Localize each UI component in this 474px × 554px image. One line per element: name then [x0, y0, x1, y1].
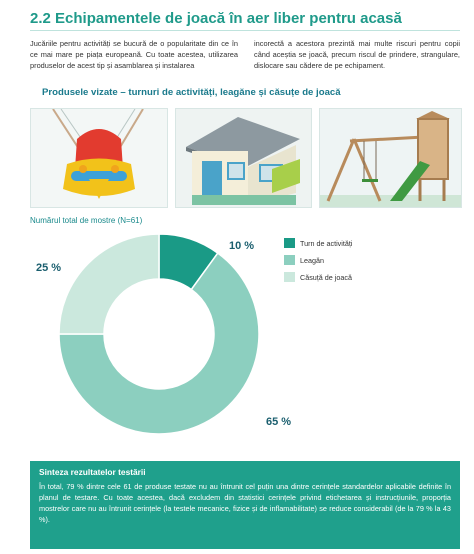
pct-label-turn: 10 % — [229, 240, 255, 252]
legend-swatch-casuta — [284, 272, 295, 282]
donut-slice-casuta — [59, 234, 159, 334]
pct-label-leagan: 65 % — [266, 416, 292, 428]
legend-label-casuta: Căsuță de joacă — [300, 273, 352, 282]
legend-label-turn: Turn de activități — [300, 239, 353, 248]
summary-box — [30, 461, 460, 549]
legend-label-leagan: Leagăn — [300, 256, 324, 265]
playhouse-photo — [175, 108, 312, 208]
pct-label-casuta: 25 % — [36, 262, 62, 274]
intro-text-right: incorectă a acestora prezintă mai multe riscuri pentru copii când aceștia se joacă, precum riscul de prindere, strangulare, dislocare sau cădere de pe echipament. — [254, 39, 460, 70]
chart-title: Numărul total de mostre (N=61) — [30, 216, 143, 225]
swing-seat-photo — [30, 108, 168, 208]
products-heading: Produsele vizate – turnuri de activități, leagăne și căsuțe de joacă — [42, 87, 341, 98]
legend-swatch-leagan — [284, 255, 295, 265]
legend-swatch-turn — [284, 238, 295, 248]
title-divider — [30, 30, 460, 31]
summary-title: Sinteza rezultatelor testării — [39, 467, 146, 477]
activity-tower-photo — [319, 108, 462, 208]
intro-text-left: Jucăriile pentru activități se bucură de o popularitate din ce în ce mai mare pe piața europeană. Cu toate acestea, utilizarea produselor de acest tip și asamblarea și instalarea — [30, 39, 238, 70]
summary-text: În total, 79 % dintre cele 61 de produse testate nu au întrunit cel puțin una dintre cerințele standardelor aplicabile definite în planul de testare. Cu toate acestea, dacă excludem din statistici cerințele privind etichetarea și instrucțiunile, proporția mostrelor care nu au întrunit cerințele (la testele mecanice, fizice și de inflamabilitate) se reduce considerabil (de la 79 % la 43 %). — [39, 482, 451, 524]
section-title: 2.2 Echipamentele de joacă în aer liber pentru acasă — [30, 10, 402, 27]
